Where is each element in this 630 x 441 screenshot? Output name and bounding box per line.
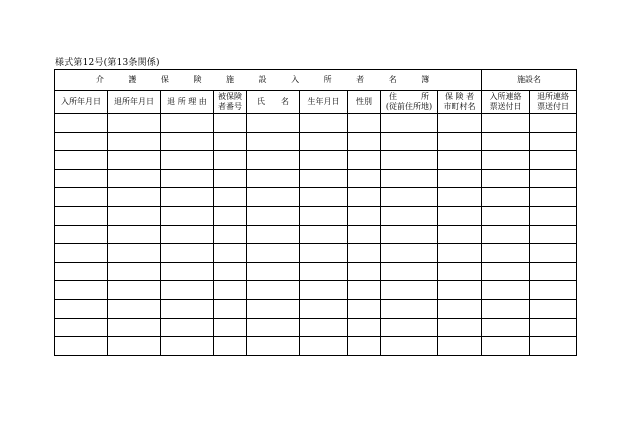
table-cell-sex[interactable]	[348, 206, 381, 225]
table-cell-discharge-reason[interactable]	[161, 299, 214, 318]
table-cell-admission-date[interactable]	[55, 318, 108, 337]
table-cell-discharge-date[interactable]	[108, 132, 161, 151]
register-title: 介 護 保 険 施 設 入 所 者 名 簿	[55, 70, 482, 91]
column-header-label: 退 所 理 由	[167, 97, 207, 106]
table-cell-insurer[interactable]	[438, 132, 482, 151]
table-cell-admission-notice-date[interactable]	[482, 281, 530, 300]
table-row	[55, 262, 577, 281]
column-header-admission-notice-date	[482, 91, 530, 114]
table-cell-discharge-date[interactable]	[108, 206, 161, 225]
table-cell-admission-notice-date[interactable]	[482, 188, 530, 207]
column-header-insurer	[438, 91, 482, 114]
column-header-sublabel: 市町村名	[443, 102, 476, 111]
column-header-label: 被保険	[218, 92, 242, 101]
table-cell-admission-notice-date[interactable]	[482, 318, 530, 337]
table-cell-sex[interactable]	[348, 114, 381, 133]
table-cell-birth-date[interactable]	[300, 188, 348, 207]
table-cell-address[interactable]	[381, 151, 438, 170]
table-row	[55, 151, 577, 170]
table-cell-insured-number[interactable]	[214, 225, 247, 244]
table-cell-admission-date[interactable]	[55, 281, 108, 300]
table-cell-discharge-reason[interactable]	[161, 151, 214, 170]
table-row	[55, 244, 577, 263]
table-cell-insured-number[interactable]	[214, 244, 247, 263]
facility-name-label: 施設名	[517, 75, 542, 84]
table-cell-discharge-date[interactable]	[108, 318, 161, 337]
table-cell-admission-notice-date[interactable]	[482, 337, 530, 356]
table-cell-name[interactable]	[247, 262, 300, 281]
table-cell-insurer[interactable]	[438, 114, 482, 133]
table-cell-birth-date[interactable]	[300, 169, 348, 188]
register-rows	[55, 114, 577, 356]
admission-register-table	[54, 69, 577, 356]
table-cell-admission-date[interactable]	[55, 151, 108, 170]
table-cell-address[interactable]	[381, 169, 438, 188]
table-cell-name[interactable]	[247, 318, 300, 337]
table-cell-birth-date[interactable]	[300, 262, 348, 281]
table-cell-discharge-reason[interactable]	[161, 114, 214, 133]
table-cell-discharge-date[interactable]	[108, 151, 161, 170]
table-cell-address[interactable]	[381, 114, 438, 133]
table-cell-insurer[interactable]	[438, 151, 482, 170]
table-cell-sex[interactable]	[348, 262, 381, 281]
table-cell-name[interactable]	[247, 337, 300, 356]
column-header-discharge-reason	[161, 91, 214, 114]
table-cell-name[interactable]	[247, 244, 300, 263]
table-cell-discharge-reason[interactable]	[161, 206, 214, 225]
table-cell-name[interactable]	[247, 206, 300, 225]
table-cell-discharge-reason[interactable]	[161, 169, 214, 188]
table-cell-sex[interactable]	[348, 299, 381, 318]
table-cell-admission-date[interactable]	[55, 337, 108, 356]
table-cell-discharge-date[interactable]	[108, 114, 161, 133]
table-row	[55, 281, 577, 300]
table-cell-discharge-reason[interactable]	[161, 244, 214, 263]
column-header-sex	[348, 91, 381, 114]
table-cell-insurer[interactable]	[438, 299, 482, 318]
table-cell-admission-date[interactable]	[55, 169, 108, 188]
column-header-insured-number	[214, 91, 247, 114]
table-cell-insured-number[interactable]	[214, 151, 247, 170]
table-row	[55, 132, 577, 151]
table-cell-discharge-notice-date[interactable]	[530, 151, 577, 170]
table-cell-insurer[interactable]	[438, 206, 482, 225]
table-cell-admission-notice-date[interactable]	[482, 262, 530, 281]
table-cell-address[interactable]	[381, 206, 438, 225]
table-cell-discharge-notice-date[interactable]	[530, 169, 577, 188]
table-cell-admission-notice-date[interactable]	[482, 225, 530, 244]
table-cell-insurer[interactable]	[438, 281, 482, 300]
table-cell-birth-date[interactable]	[300, 318, 348, 337]
table-row	[55, 299, 577, 318]
table-cell-discharge-notice-date[interactable]	[530, 188, 577, 207]
table-cell-name[interactable]	[247, 188, 300, 207]
table-cell-discharge-reason[interactable]	[161, 132, 214, 151]
table-cell-birth-date[interactable]	[300, 299, 348, 318]
column-header-admission-date	[55, 91, 108, 114]
table-cell-discharge-date[interactable]	[108, 188, 161, 207]
column-header-sublabel: 票送付日	[489, 102, 522, 111]
table-cell-insured-number[interactable]	[214, 132, 247, 151]
column-header-sublabel: 票送付日	[537, 102, 570, 111]
column-header-sublabel: (従前住所地)	[385, 102, 433, 111]
table-cell-discharge-notice-date[interactable]	[530, 132, 577, 151]
table-row	[55, 225, 577, 244]
table-cell-admission-notice-date[interactable]	[482, 114, 530, 133]
column-header-discharge-date	[108, 91, 161, 114]
title-row	[55, 70, 577, 91]
table-cell-address[interactable]	[381, 337, 438, 356]
column-header-discharge-notice-date	[530, 91, 577, 114]
table-cell-discharge-notice-date[interactable]	[530, 337, 577, 356]
table-cell-birth-date[interactable]	[300, 206, 348, 225]
table-cell-insurer[interactable]	[438, 262, 482, 281]
table-cell-name[interactable]	[247, 169, 300, 188]
table-cell-name[interactable]	[247, 114, 300, 133]
table-cell-sex[interactable]	[348, 169, 381, 188]
table-cell-discharge-reason[interactable]	[161, 318, 214, 337]
table-cell-admission-notice-date[interactable]	[482, 132, 530, 151]
table-cell-admission-date[interactable]	[55, 206, 108, 225]
table-cell-discharge-notice-date[interactable]	[530, 206, 577, 225]
table-cell-insured-number[interactable]	[214, 299, 247, 318]
table-cell-birth-date[interactable]	[300, 281, 348, 300]
table-cell-admission-date[interactable]	[55, 132, 108, 151]
table-cell-admission-notice-date[interactable]	[482, 206, 530, 225]
table-cell-insured-number[interactable]	[214, 114, 247, 133]
column-header-label: 入所年月日	[61, 97, 101, 106]
table-cell-discharge-notice-date[interactable]	[530, 299, 577, 318]
table-cell-admission-date[interactable]	[55, 114, 108, 133]
table-cell-discharge-date[interactable]	[108, 299, 161, 318]
table-row	[55, 337, 577, 356]
table-cell-discharge-date[interactable]	[108, 225, 161, 244]
table-cell-discharge-notice-date[interactable]	[530, 318, 577, 337]
table-cell-birth-date[interactable]	[300, 132, 348, 151]
table-cell-address[interactable]	[381, 281, 438, 300]
table-cell-insured-number[interactable]	[214, 337, 247, 356]
form-number-label: 様式第12号(第13条関係)	[55, 58, 160, 68]
table-cell-address[interactable]	[381, 244, 438, 263]
table-cell-address[interactable]	[381, 225, 438, 244]
table-cell-name[interactable]	[247, 132, 300, 151]
table-cell-insurer[interactable]	[438, 244, 482, 263]
table-cell-birth-date[interactable]	[300, 225, 348, 244]
table-cell-admission-notice-date[interactable]	[482, 169, 530, 188]
table-cell-address[interactable]	[381, 318, 438, 337]
table-cell-insurer[interactable]	[438, 225, 482, 244]
column-header-address	[381, 91, 438, 114]
table-row	[55, 114, 577, 133]
table-cell-discharge-notice-date[interactable]	[530, 225, 577, 244]
table-cell-sex[interactable]	[348, 281, 381, 300]
table-cell-address[interactable]	[381, 299, 438, 318]
table-cell-insured-number[interactable]	[214, 169, 247, 188]
table-cell-discharge-date[interactable]	[108, 169, 161, 188]
column-header-label: 氏 名	[257, 97, 289, 106]
column-header-name	[247, 91, 300, 114]
table-cell-insurer[interactable]	[438, 188, 482, 207]
table-cell-insurer[interactable]	[438, 169, 482, 188]
table-cell-sex[interactable]	[348, 225, 381, 244]
table-cell-admission-date[interactable]	[55, 188, 108, 207]
table-cell-sex[interactable]	[348, 244, 381, 263]
column-header-label: 退所連絡	[537, 92, 570, 101]
table-cell-sex[interactable]	[348, 151, 381, 170]
table-cell-discharge-notice-date[interactable]	[530, 114, 577, 133]
table-cell-birth-date[interactable]	[300, 114, 348, 133]
column-header-birth-date	[300, 91, 348, 114]
table-cell-discharge-date[interactable]	[108, 262, 161, 281]
column-header-label: 退所年月日	[114, 97, 154, 106]
table-cell-insured-number[interactable]	[214, 188, 247, 207]
table-cell-discharge-date[interactable]	[108, 244, 161, 263]
table-cell-sex[interactable]	[348, 188, 381, 207]
column-header-label: 入所連絡	[489, 92, 522, 101]
table-cell-address[interactable]	[381, 188, 438, 207]
table-cell-admission-date[interactable]	[55, 244, 108, 263]
table-cell-insured-number[interactable]	[214, 318, 247, 337]
table-cell-admission-notice-date[interactable]	[482, 151, 530, 170]
table-cell-discharge-reason[interactable]	[161, 225, 214, 244]
table-cell-admission-date[interactable]	[55, 299, 108, 318]
table-cell-admission-date[interactable]	[55, 262, 108, 281]
table-cell-address[interactable]	[381, 132, 438, 151]
table-cell-birth-date[interactable]	[300, 151, 348, 170]
column-header-label: 住 所	[389, 92, 429, 101]
table-cell-insured-number[interactable]	[214, 281, 247, 300]
table-cell-discharge-reason[interactable]	[161, 188, 214, 207]
table-cell-discharge-notice-date[interactable]	[530, 244, 577, 263]
table-cell-discharge-notice-date[interactable]	[530, 262, 577, 281]
column-header-label: 性別	[356, 97, 372, 106]
table-cell-name[interactable]	[247, 151, 300, 170]
table-cell-birth-date[interactable]	[300, 244, 348, 263]
table-cell-sex[interactable]	[348, 132, 381, 151]
column-header-label: 生年月日	[307, 97, 340, 106]
table-cell-sex[interactable]	[348, 318, 381, 337]
table-cell-name[interactable]	[247, 225, 300, 244]
table-cell-admission-notice-date[interactable]	[482, 299, 530, 318]
table-cell-discharge-notice-date[interactable]	[530, 281, 577, 300]
table-cell-insurer[interactable]	[438, 337, 482, 356]
table-cell-name[interactable]	[247, 281, 300, 300]
table-cell-birth-date[interactable]	[300, 337, 348, 356]
column-header-sublabel: 者番号	[218, 102, 242, 111]
table-cell-sex[interactable]	[348, 337, 381, 356]
table-row	[55, 206, 577, 225]
table-cell-admission-date[interactable]	[55, 225, 108, 244]
table-cell-discharge-date[interactable]	[108, 281, 161, 300]
facility-name-field[interactable]	[482, 70, 577, 91]
table-cell-insurer[interactable]	[438, 318, 482, 337]
table-cell-name[interactable]	[247, 299, 300, 318]
table-cell-discharge-reason[interactable]	[161, 281, 214, 300]
table-cell-discharge-reason[interactable]	[161, 262, 214, 281]
table-row	[55, 188, 577, 207]
table-row	[55, 318, 577, 337]
table-cell-discharge-reason[interactable]	[161, 337, 214, 356]
table-cell-insured-number[interactable]	[214, 206, 247, 225]
table-cell-address[interactable]	[381, 262, 438, 281]
table-cell-discharge-date[interactable]	[108, 337, 161, 356]
column-header-row	[55, 91, 577, 114]
column-header-label: 保 険 者	[444, 92, 475, 101]
table-cell-admission-notice-date[interactable]	[482, 244, 530, 263]
table-row	[55, 169, 577, 188]
table-cell-insured-number[interactable]	[214, 262, 247, 281]
